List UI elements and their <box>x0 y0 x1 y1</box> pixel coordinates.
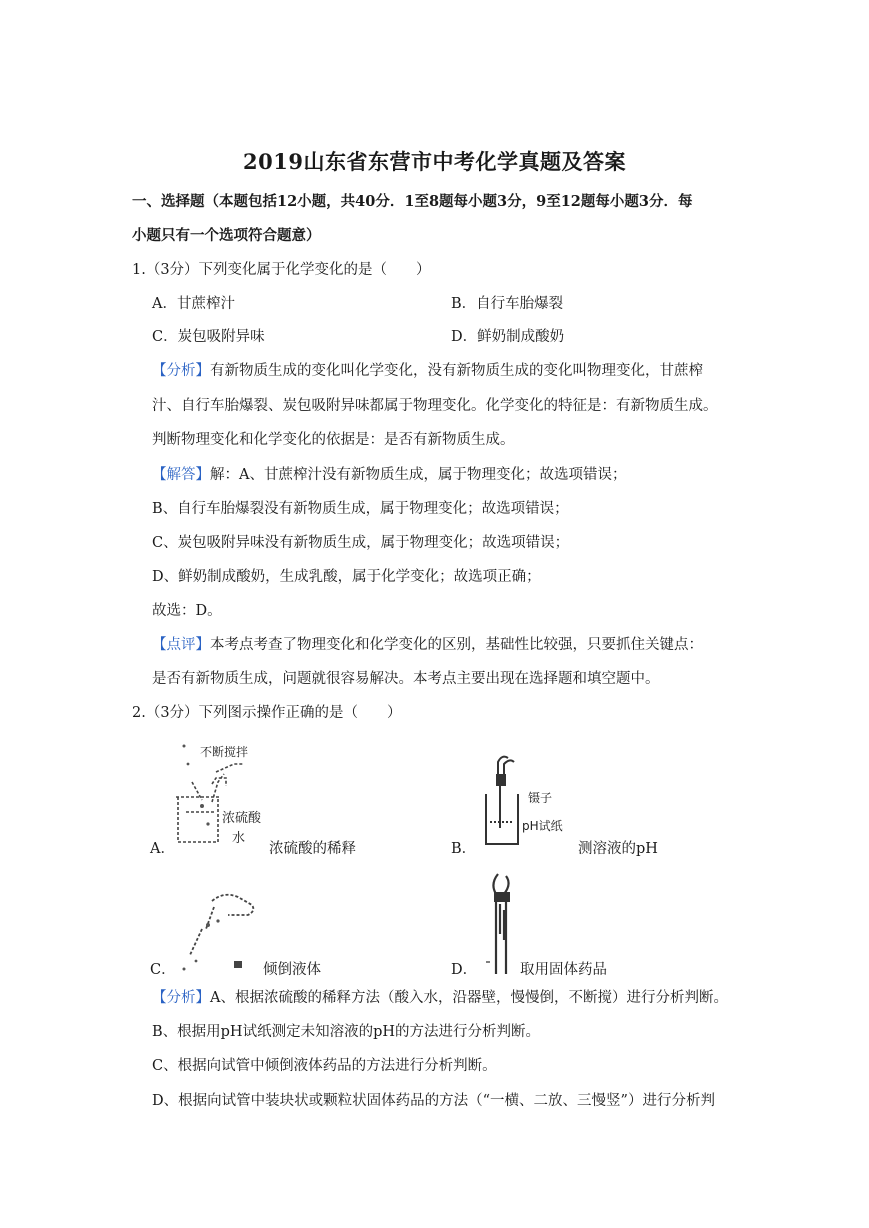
q2-option-a-letter: A． <box>150 841 175 857</box>
q1-analysis-line-2: 汁、自行车胎爆裂、炭包吸附异味都属于物理变化。化学变化的特征是：有新物质生成。 <box>152 398 718 414</box>
q2-figure-d-solid-reagent <box>482 870 522 978</box>
q2-option-d-caption: 取用固体药品 <box>520 962 607 978</box>
section-heading-line-1: 一、选择题（本题包括12小题，共40分．1至8题每小题3分，9至12题每小题3分．每 <box>132 193 693 210</box>
q1-option-a: A．甘蔗榨汁 <box>152 296 235 312</box>
analysis-tag: 【分析】 <box>152 363 210 379</box>
q2-option-d-letter: D． <box>451 962 478 978</box>
q2-figure-b-ph-test <box>476 752 580 852</box>
q1-option-d: D．鲜奶制成酸奶 <box>451 329 565 345</box>
q2-analysis-line-3: C、根据向试管中倾倒液体药品的方法进行分析判断。 <box>152 1058 497 1074</box>
comment-tag: 【点评】 <box>152 637 210 653</box>
q2-figure-c-pouring <box>178 885 260 973</box>
analysis-tag: 【分析】 <box>152 990 210 1006</box>
figure-a-label-water: 水 <box>232 831 246 846</box>
q1-analysis-line-3: 判断物理变化和化学变化的依据是：是否有新物质生成。 <box>152 432 515 448</box>
q1-answer-line-2: B、自行车胎爆裂没有新物质生成，属于物理变化；故选项错误； <box>152 501 569 517</box>
q2-option-b-caption: 测溶液的pH <box>578 841 658 857</box>
figure-b-label-ph-paper: pH试纸 <box>522 819 563 833</box>
q2-figure-a-dilution <box>172 742 268 850</box>
q1-answer-line-1: 【解答】解：A、甘蔗榨汁没有新物质生成，属于物理变化；故选项错误； <box>152 467 627 483</box>
q1-option-c: C．炭包吸附异味 <box>152 329 265 345</box>
q1-answer-line-4: D、鲜奶制成酸奶，生成乳酸，属于化学变化；故选项正确； <box>152 569 541 585</box>
q2-analysis-line-2: B、根据用pH试纸测定未知溶液的pH的方法进行分析判断。 <box>152 1024 541 1040</box>
q1-comment-line-2: 是否有新物质生成，问题就很容易解决。本考点主要出现在选择题和填空题中。 <box>152 671 660 687</box>
figure-a-label-acid: 浓硫酸 <box>222 811 262 826</box>
q1-option-b: B．自行车胎爆裂 <box>451 296 564 312</box>
q2-option-b-letter: B． <box>451 841 477 857</box>
q1-answer-line-5: 故选：D。 <box>152 603 222 619</box>
page-title: 2019山东省东营市中考化学真题及答案 <box>243 149 626 174</box>
answer-tag: 【解答】 <box>152 467 210 483</box>
q2-option-a-caption: 浓硫酸的稀释 <box>269 841 356 857</box>
q1-stem: 1.（3分）下列变化属于化学变化的是（ ） <box>132 262 431 278</box>
section-heading-line-2: 小题只有一个选项符合题意） <box>132 227 321 244</box>
q1-answer-line-3: C、炭包吸附异味没有新物质生成，属于物理变化；故选项错误； <box>152 535 570 551</box>
q2-stem: 2.（3分）下列图示操作正确的是（ ） <box>132 705 402 721</box>
q2-option-c-caption: 倾倒液体 <box>263 962 321 978</box>
q2-analysis-line-1: 【分析】A、根据浓硫酸的稀释方法（酸入水，沿器壁，慢慢倒，不断搅）进行分析判断。 <box>152 990 728 1006</box>
figure-b-label-tweezers: 镊子 <box>528 791 553 805</box>
q2-option-c-letter: C． <box>150 962 176 978</box>
figure-a-label-stir: 不断搅拌 <box>200 745 249 759</box>
q1-comment-line-1: 【点评】本考点考查了物理变化和化学变化的区别，基础性比较强，只要抓住关键点： <box>152 637 703 653</box>
q1-analysis-line-1: 【分析】有新物质生成的变化叫化学变化，没有新物质生成的变化叫物理变化，甘蔗榨 <box>152 363 703 379</box>
q2-analysis-line-4: D、根据向试管中装块状或颗粒状固体药品的方法（“一横、二放、三慢竖”）进行分析判 <box>152 1093 715 1109</box>
